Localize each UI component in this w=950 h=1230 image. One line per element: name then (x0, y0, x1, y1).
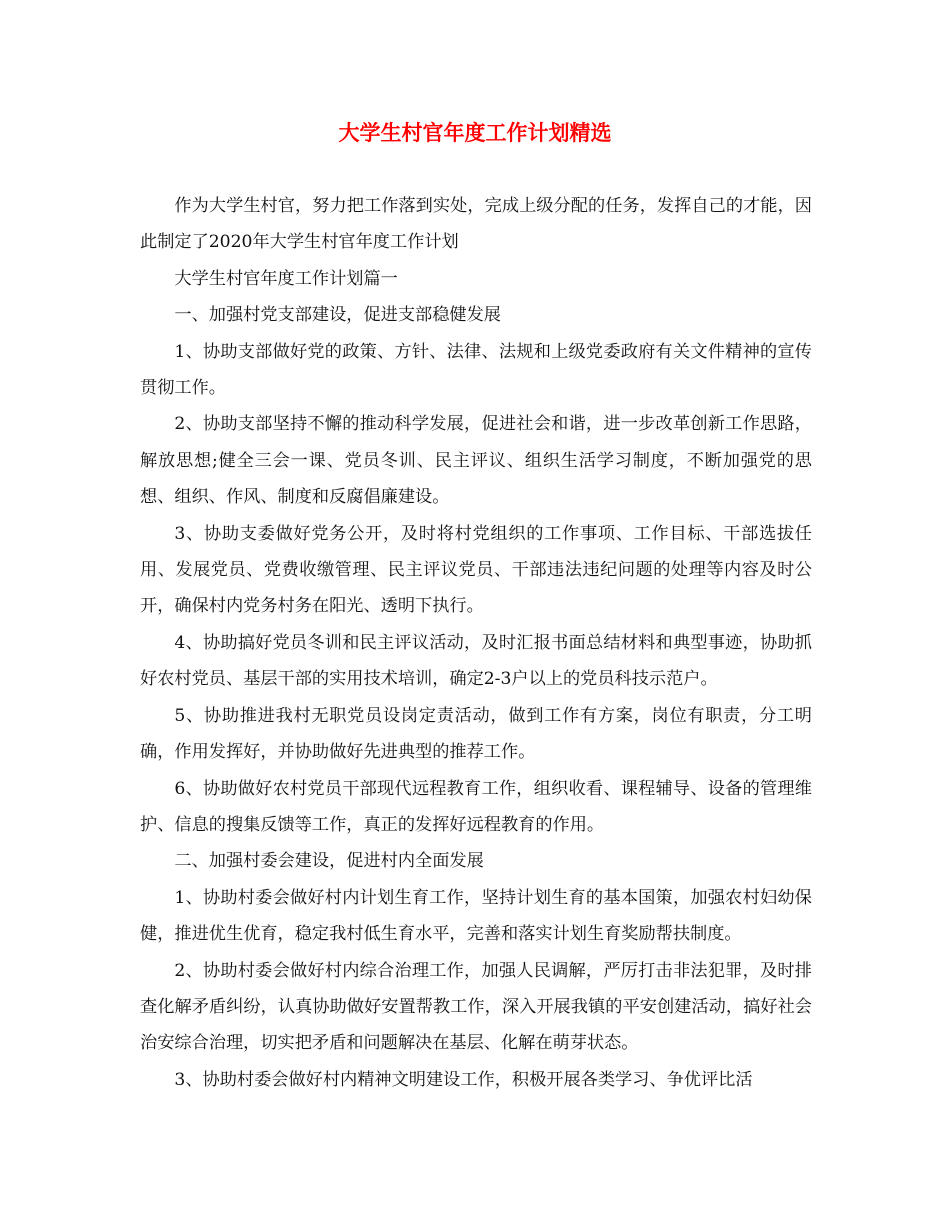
paragraph-section-heading: 大学生村官年度工作计划篇一 (174, 268, 398, 289)
paragraph-item: 1、协助村委会做好村内计划生育工作，坚持计划生育的基本国策，加强农村妇幼保健，推进优生优育，稳定我村低生育水平，完善和落实计划生育奖励帮扶制度。 (140, 887, 812, 945)
paragraph-part-two-heading: 二、加强村委会建设，促进村内全面发展 (174, 851, 484, 872)
paragraph-item: 2、协助村委会做好村内综合治理工作，加强人民调解，严厉打击非法犯罪，及时排查化解矛盾纠纷，认真协助做好安置帮教工作，深入开展我镇的平安创建活动，搞好社会治安综合治理，切实把矛盾和问题解决在基层、化解在萌芽状态。 (140, 960, 812, 1054)
document-title: 大学生村官年度工作计划精选 (338, 120, 612, 145)
paragraph-item: 6、协助做好农村党员干部现代远程教育工作，组织收看、课程辅导、设备的管理维护、信息的搜集反馈等工作，真正的发挥好远程教育的作用。 (140, 778, 812, 835)
paragraph-item: 3、协助村委会做好村内精神文明建设工作，积极开展各类学习、争优评比活 (174, 1069, 753, 1090)
paragraph-intro: 作为大学生村官，努力把工作落到实处，完成上级分配的任务，发挥自己的才能，因此制定了2020年大学生村官年度工作计划 (140, 196, 812, 253)
paragraph-part-one-heading: 一、加强村党支部建设，促进支部稳健发展 (174, 305, 501, 326)
paragraph-item: 3、协助支委做好党务公开，及时将村党组织的工作事项、工作目标、干部选拔任用、发展党员、党费收缴管理、民主评议党员、干部违法违纪问题的处理等内容及时公开，确保村内党务村务在阳光、透明下执行。 (140, 523, 812, 617)
document-body (140, 188, 812, 1098)
paragraph-item: 4、协助搞好党员冬训和民主评议活动，及时汇报书面总结材料和典型事迹，协助抓好农村党员、基层干部的实用技术培训，确定2-3户以上的党员科技示范户。 (140, 632, 812, 690)
paragraph-item: 2、协助支部坚持不懈的推动科学发展，促进社会和谐，进一步改革创新工作思路，解放思想;健全三会一课、党员冬训、民主评议、组织生活学习制度，不断加强党的思想、组织、作风、制度和反腐倡廉建设。 (140, 414, 812, 508)
paragraph-item: 1、协助支部做好党的政策、方针、法律、法规和上级党委政府有关文件精神的宣传贯彻工作。 (140, 341, 812, 399)
paragraph-item: 5、协助推进我村无职党员设岗定责活动，做到工作有方案，岗位有职责，分工明确，作用发挥好，并协助做好先进典型的推荐工作。 (140, 705, 812, 763)
